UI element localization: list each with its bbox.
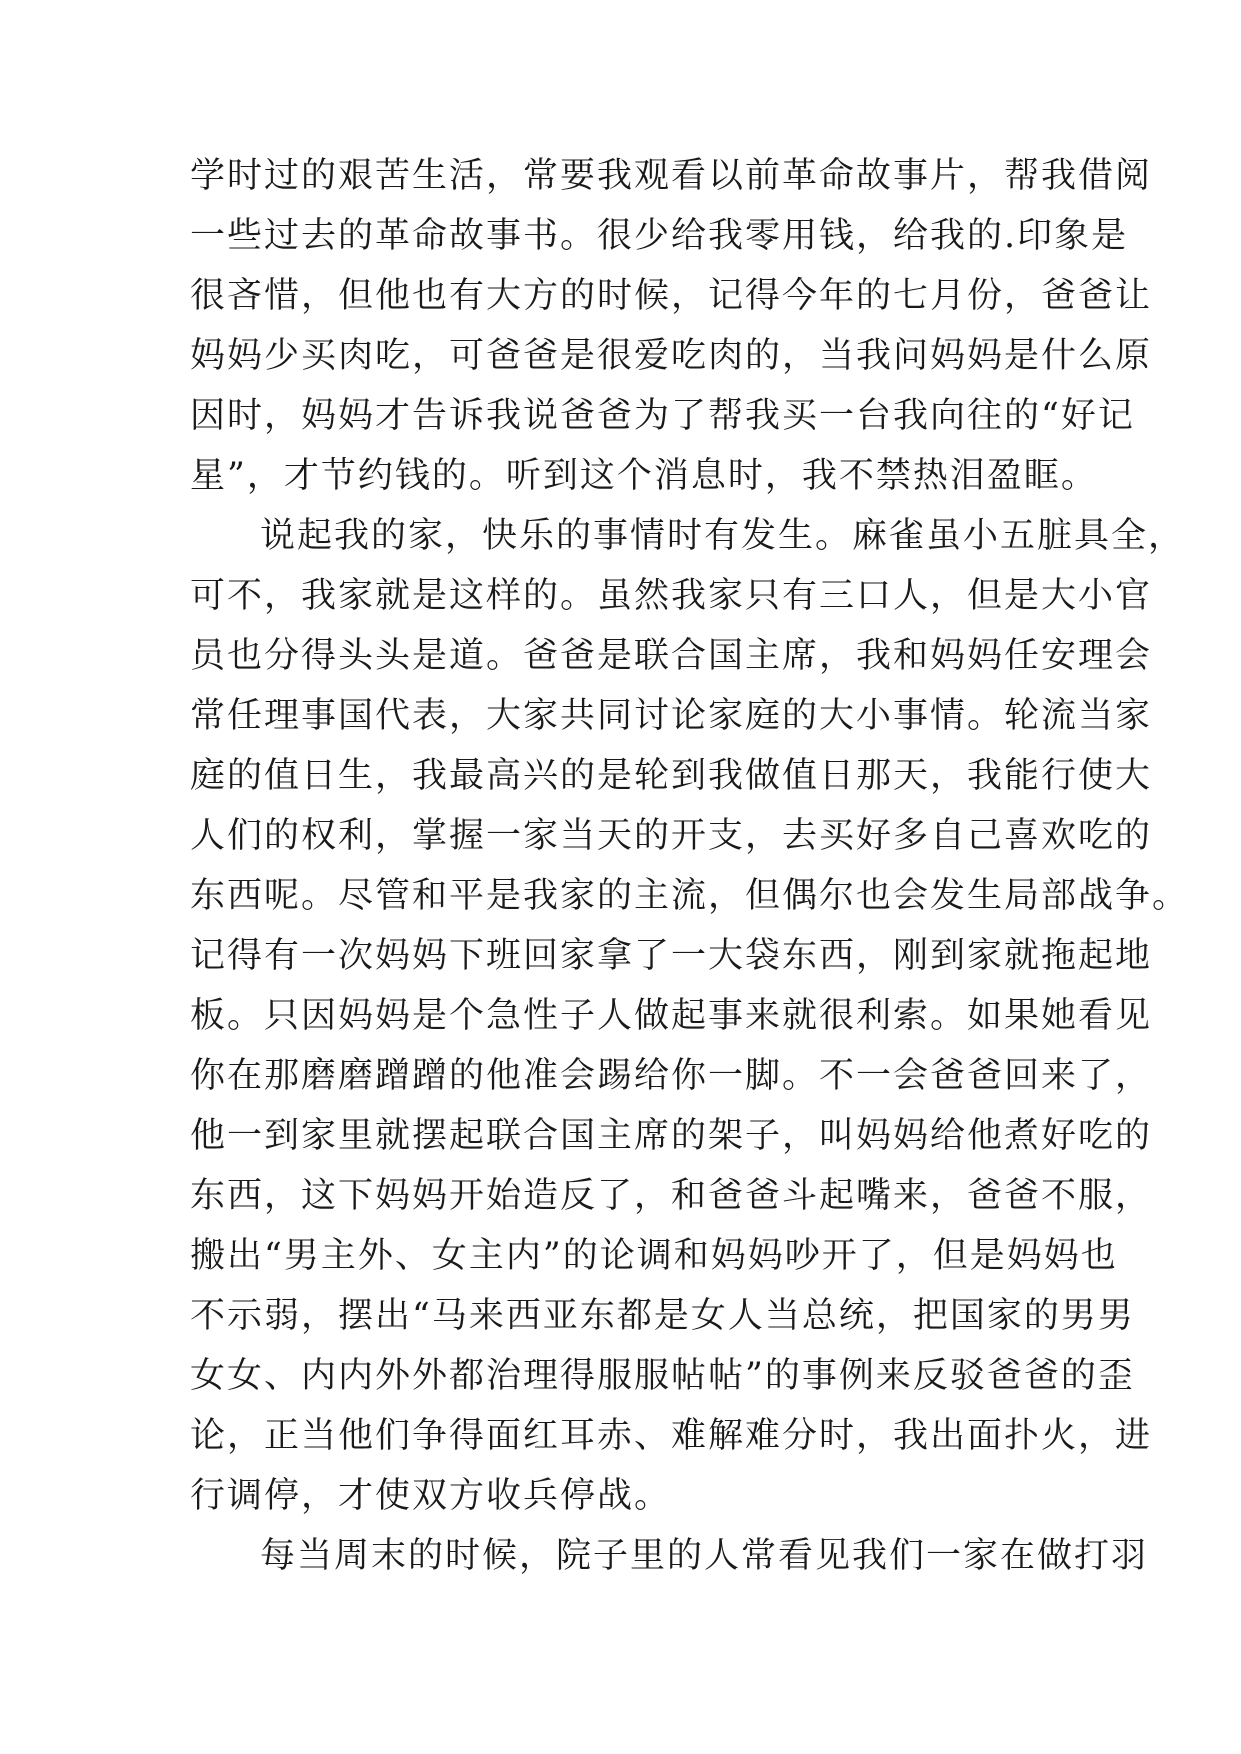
text-line: 他一到家里就摆起联合国主席的架子，叫妈妈给他煮好吃的 [190, 1116, 1153, 1156]
text-line: 很吝惜，但他也有大方的时候，记得今年的七月份，爸爸让 [190, 276, 1153, 316]
text-line: 不示弱，摆出“马来西亚东都是女人当总统，把国家的男男 [190, 1296, 1135, 1336]
text-line: 东西呢。尽管和平是我家的主流，但偶尔也会发生局部战争。 [190, 876, 1190, 916]
text-line: 可不，我家就是这样的。虽然我家只有三口人，但是大小官 [190, 576, 1153, 616]
text-line: 女女、内内外外都治理得服服帖帖”的事例来反驳爸爸的歪 [190, 1356, 1135, 1396]
paragraph-start-line: 每当周末的时候，院子里的人常看见我们一家在做打羽 [260, 1536, 1149, 1576]
text-line: 一些过去的革命故事书。很少给我零用钱，给我的.印象是 [190, 216, 1129, 256]
text-line: 论，正当他们争得面红耳赤、难解难分时，我出面扑火，进 [190, 1416, 1153, 1456]
text-line: 因时，妈妈才告诉我说爸爸为了帮我买一台我向往的“好记 [190, 396, 1135, 436]
text-line: 你在那磨磨蹭蹭的他准会踢给你一脚。不一会爸爸回来了， [190, 1056, 1153, 1096]
text-line: 板。只因妈妈是个急性子人做起事来就很利索。如果她看见 [190, 996, 1153, 1036]
text-line: 记得有一次妈妈下班回家拿了一大袋东西，刚到家就拖起地 [190, 936, 1153, 976]
text-line: 庭的值日生，我最高兴的是轮到我做值日那天，我能行使大 [190, 756, 1153, 796]
text-line: 行调停，才使双方收兵停战。 [190, 1476, 672, 1516]
text-line: 妈妈少买肉吃，可爸爸是很爱吃肉的，当我问妈妈是什么原 [190, 336, 1153, 376]
text-line: 人们的权利，掌握一家当天的开支，去买好多自己喜欢吃的 [190, 816, 1153, 856]
text-line: 搬出“男主外、女主内”的论调和妈妈吵开了，但是妈妈也 [190, 1236, 1118, 1276]
text-line: 学时过的艰苦生活，常要我观看以前革命故事片，帮我借阅 [190, 156, 1153, 196]
text-line: 常任理事国代表，大家共同讨论家庭的大小事情。轮流当家 [190, 696, 1153, 736]
text-line: 星”，才节约钱的。听到这个消息时，我不禁热泪盈眶。 [190, 456, 1098, 496]
text-line: 东西，这下妈妈开始造反了，和爸爸斗起嘴来，爸爸不服， [190, 1176, 1153, 1216]
body-text [190, 146, 1190, 1586]
paragraph-start-line: 说起我的家，快乐的事情时有发生。麻雀虽小五脏具全， [260, 516, 1186, 556]
text-line: 员也分得头头是道。爸爸是联合国主席，我和妈妈任安理会 [190, 636, 1153, 676]
